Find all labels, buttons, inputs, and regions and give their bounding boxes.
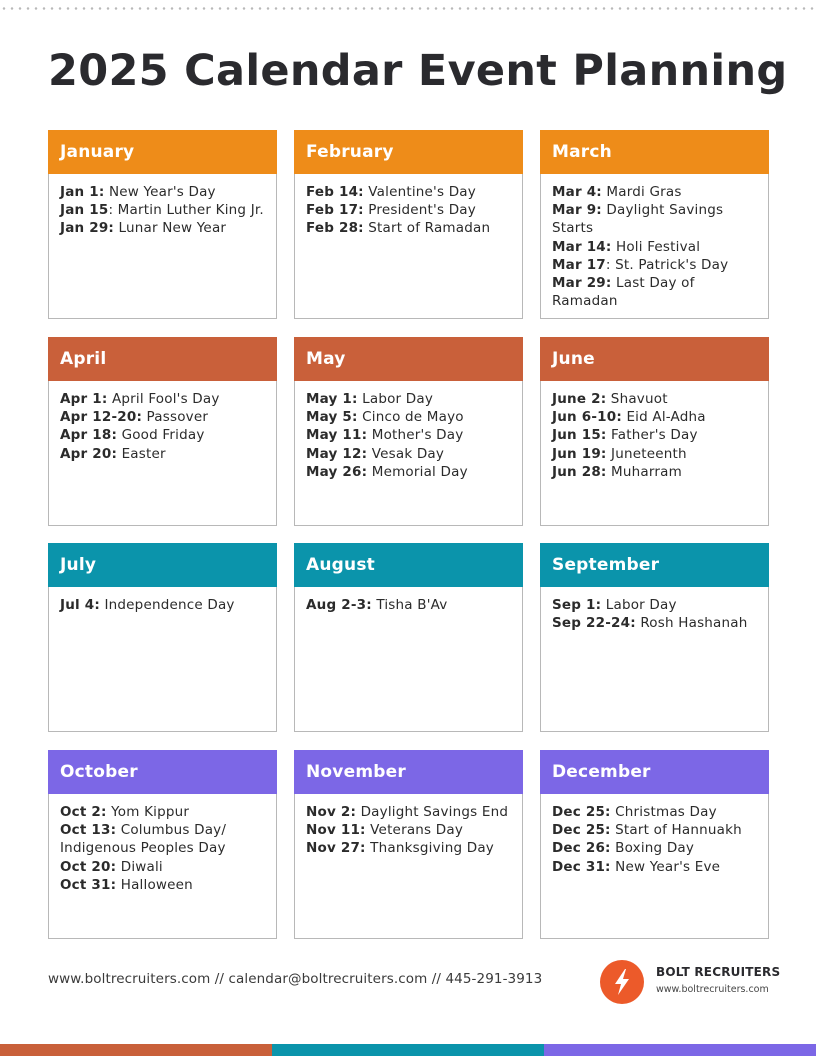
bottom-color-bar: [0, 1044, 816, 1056]
month-card-october: [48, 750, 277, 939]
event-date: Apr 18:: [60, 427, 118, 444]
event-date: Jan 29:: [60, 220, 115, 237]
bottom-bar-segment: [272, 1044, 544, 1056]
month-card-august: [294, 543, 523, 732]
event-name: Memorial Day: [371, 463, 468, 480]
event-date: Jun 6-10:: [552, 409, 622, 426]
event-name: Vesak Day: [371, 445, 445, 462]
month-header: June: [540, 337, 769, 381]
event-list: [541, 587, 768, 632]
event-item: [306, 839, 511, 857]
month-header: November: [294, 750, 523, 794]
event-date: May 1:: [306, 391, 358, 407]
event-item: [306, 596, 511, 614]
event-name: Thanksgiving Day: [370, 840, 494, 857]
event-list: [49, 174, 276, 238]
event-item: [552, 858, 757, 876]
event-date: Feb 28:: [306, 220, 364, 237]
event-list: [49, 587, 276, 614]
event-item: [552, 463, 757, 481]
event-item: [60, 426, 265, 444]
event-list: [49, 794, 276, 894]
event-date: Aug 2-3:: [306, 597, 372, 613]
bottom-bar-segment: [0, 1044, 272, 1056]
event-name: Labor Day: [605, 597, 677, 613]
event-name: Yom Kippur: [111, 804, 190, 820]
event-item: [60, 803, 265, 821]
event-item: [552, 183, 757, 201]
event-list: [541, 174, 768, 310]
event-name: Valentine's Day: [368, 184, 476, 200]
event-item: [306, 408, 511, 426]
logo-company-name: BOLT RECRUITERS: [656, 965, 781, 979]
event-item: [60, 183, 265, 201]
event-date: Jan 1:: [60, 184, 105, 200]
month-header: July: [48, 543, 277, 587]
event-name: April Fool's Day: [111, 391, 220, 407]
event-date: Jun 15:: [552, 427, 607, 444]
month-header: September: [540, 543, 769, 587]
event-item: [306, 219, 511, 237]
event-item: [60, 839, 265, 857]
event-item: [552, 426, 757, 444]
event-name: Last Day of Ramadan: [552, 275, 695, 310]
event-name: Veterans Day: [370, 822, 464, 839]
month-card-february: [294, 130, 523, 319]
event-date: Apr 20:: [60, 445, 118, 462]
event-name: Good Friday: [121, 427, 205, 444]
event-name: Eid Al-Adha: [626, 409, 706, 426]
event-date: Oct 31:: [60, 876, 117, 893]
event-name: : St. Patrick's Day: [605, 256, 729, 273]
month-header: May: [294, 337, 523, 381]
event-list: [49, 381, 276, 463]
event-date: Jan 15: [60, 202, 109, 219]
page-title: 2025 Calendar Event Planning: [48, 46, 788, 96]
event-item: [60, 390, 265, 408]
event-name: Boxing Day: [615, 840, 695, 857]
month-card-march: [540, 130, 769, 319]
month-header: March: [540, 130, 769, 174]
event-date: June 2:: [552, 391, 607, 407]
event-item: [60, 201, 265, 219]
event-item: [552, 201, 757, 237]
event-name: Independence Day: [104, 597, 235, 613]
month-header: February: [294, 130, 523, 174]
event-name: Mardi Gras: [606, 184, 682, 200]
month-card-july: [48, 543, 277, 732]
event-date: Dec 31:: [552, 858, 611, 875]
event-date: Dec 25:: [552, 822, 611, 839]
event-item: [552, 445, 757, 463]
event-item: [552, 803, 757, 821]
event-list: [295, 381, 522, 481]
event-name: Start of Ramadan: [368, 220, 491, 237]
event-date: Mar 9:: [552, 202, 602, 219]
event-date: Nov 11:: [306, 822, 366, 839]
event-item: [552, 390, 757, 408]
company-logo: [600, 960, 781, 1006]
event-item: [306, 463, 511, 481]
event-date: Dec 26:: [552, 840, 611, 857]
event-date: Feb 17:: [306, 202, 364, 219]
event-date: May 5:: [306, 409, 358, 426]
month-header: April: [48, 337, 277, 381]
month-card-january: [48, 130, 277, 319]
event-name: Labor Day: [362, 391, 434, 407]
event-item: [306, 183, 511, 201]
month-header: December: [540, 750, 769, 794]
event-date: May 26:: [306, 463, 368, 480]
event-item: [552, 596, 757, 614]
event-name: Daylight Savings Starts: [552, 202, 724, 237]
month-card-december: [540, 750, 769, 939]
event-item: [552, 839, 757, 857]
event-name: Halloween: [120, 876, 193, 893]
event-name: Lunar New Year: [118, 220, 227, 237]
event-name: Columbus Day/: [120, 822, 227, 839]
event-item: [60, 858, 265, 876]
event-item: [306, 426, 511, 444]
event-name: Shavuot: [610, 391, 668, 407]
event-item: [60, 821, 265, 839]
event-list: [295, 174, 522, 238]
month-card-june: [540, 337, 769, 526]
event-date: Feb 14:: [306, 184, 364, 200]
event-item: [552, 408, 757, 426]
event-date: Apr 1:: [60, 391, 108, 407]
event-date: May 11:: [306, 427, 368, 444]
event-name: New Year's Eve: [615, 858, 721, 875]
event-item: [552, 821, 757, 839]
event-date: Jul 4:: [60, 597, 100, 613]
event-name: Daylight Savings End: [360, 804, 509, 820]
event-item: [306, 390, 511, 408]
event-name: New Year's Day: [108, 184, 216, 200]
event-name: President's Day: [368, 202, 476, 219]
month-card-april: [48, 337, 277, 526]
event-item: [552, 274, 757, 310]
month-header: January: [48, 130, 277, 174]
month-header: October: [48, 750, 277, 794]
month-card-september: [540, 543, 769, 732]
event-name: Christmas Day: [615, 804, 717, 820]
event-name: Diwali: [120, 858, 163, 875]
event-name: Tisha B'Av: [376, 597, 448, 613]
month-card-november: [294, 750, 523, 939]
event-name: Start of Hannuakh: [615, 822, 742, 839]
event-name: Muharram: [611, 463, 682, 480]
event-list: [295, 794, 522, 858]
event-list: [541, 794, 768, 876]
month-card-may: [294, 337, 523, 526]
event-date: Jun 28:: [552, 463, 607, 480]
event-list: [295, 587, 522, 614]
lightning-bolt-icon: [600, 960, 644, 1004]
event-date: Mar 14:: [552, 238, 612, 255]
event-name: Passover: [146, 409, 209, 426]
event-name: Indigenous Peoples Day: [60, 840, 226, 857]
event-date: Nov 27:: [306, 840, 366, 857]
month-header: August: [294, 543, 523, 587]
event-name: : Martin Luther King Jr.: [108, 202, 264, 219]
event-date: Apr 12-20:: [60, 409, 143, 426]
event-item: [552, 614, 757, 632]
event-date: Nov 2:: [306, 804, 357, 820]
bottom-bar-segment: [544, 1044, 816, 1056]
event-date: May 12:: [306, 445, 368, 462]
event-item: [306, 803, 511, 821]
month-grid: [48, 130, 768, 936]
event-date: Oct 13:: [60, 822, 117, 839]
event-item: [552, 238, 757, 256]
event-name: Father's Day: [611, 427, 698, 444]
event-date: Oct 20:: [60, 858, 117, 875]
event-name: Rosh Hashanah: [640, 615, 748, 632]
event-item: [60, 445, 265, 463]
footer-contact: www.boltrecruiters.com // calendar@boltrecruiters.com // 445-291-3913: [48, 971, 543, 987]
event-date: Sep 22-24:: [552, 615, 636, 632]
logo-website: www.boltrecruiters.com: [656, 984, 769, 995]
event-date: Oct 2:: [60, 804, 107, 820]
event-item: [552, 256, 757, 274]
event-item: [306, 445, 511, 463]
event-name: Juneteenth: [611, 445, 687, 462]
event-date: Dec 25:: [552, 804, 611, 820]
event-date: Sep 1:: [552, 597, 602, 613]
event-date: Mar 29:: [552, 275, 612, 292]
event-name: Easter: [121, 445, 166, 462]
event-date: Mar 4:: [552, 184, 602, 200]
event-name: Holi Festival: [616, 238, 701, 255]
event-item: [306, 201, 511, 219]
event-name: Mother's Day: [371, 427, 464, 444]
event-name: Cinco de Mayo: [362, 409, 464, 426]
event-item: [60, 596, 265, 614]
dotted-top-border: [0, 7, 816, 10]
event-item: [60, 408, 265, 426]
event-date: Mar 17: [552, 256, 606, 273]
event-item: [60, 876, 265, 894]
event-list: [541, 381, 768, 481]
event-date: Jun 19:: [552, 445, 607, 462]
event-item: [306, 821, 511, 839]
event-item: [60, 219, 265, 237]
